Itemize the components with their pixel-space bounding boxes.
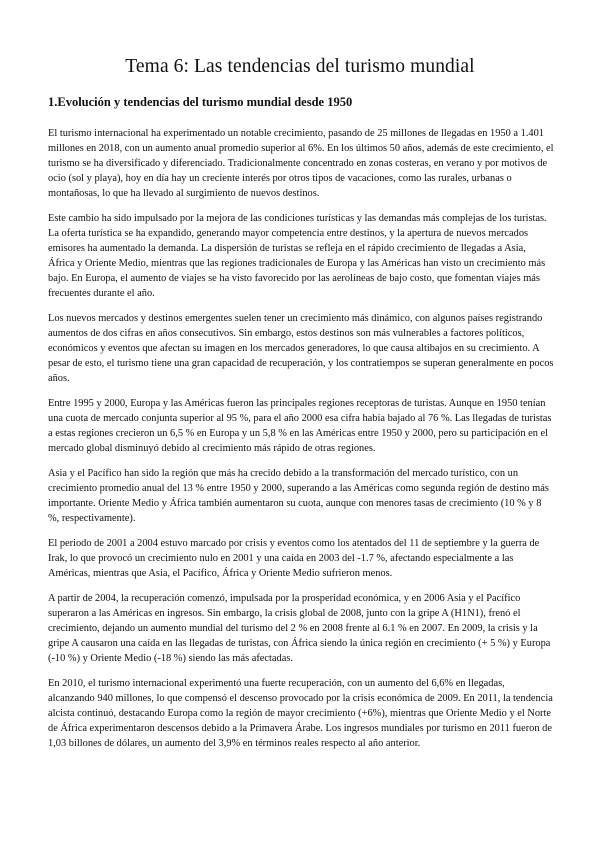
paragraph: A partir de 2004, la recuperación comenzó, impulsada por la prosperidad económica, y en 2006 Asia y el Pacífico superaron a las Américas en ingresos. Sin embargo, la crisis global de 2008, junto con la gripe A (H1N1), frenó el crecimiento, dejando un aumento mundial del turismo del 2 % en 2008 frente al 6.1 % en 2007. En 2009, la crisis y la gripe A causaron una caída en las llegadas de turistas, con África siendo la única región en crecimiento (+ 5 %) y Europa (-10 %) y Oriente Medio (-18 %) siendo las más afectadas. <box>48 593 551 664</box>
paragraph: Los nuevos mercados y destinos emergentes suelen tener un crecimiento más dinámico, con algunos países registrando aumentos de dos cifras en años consecutivos. Sin embargo, estos destinos son más vulnerables a factores políticos, económicos y eventos que afectan su imagen en los mercados generadores, lo que causa altibajos en su crecimiento. A pesar de esto, el turismo tiene una gran capacidad de recuperación, y los contratiempos se superan generalmente en pocos años. <box>48 313 554 384</box>
document-body <box>48 126 554 761</box>
paragraph: En 2010, el turismo internacional experimentó una fuerte recuperación, con un aumento del 6,6% en llegadas, alcanzando 940 millones, lo que compensó el descenso provocado por la crisis económica de 2009. En 2011, la tendencia alcista continuó, destacando Europa como la región de mayor crecimiento (+6%), mientras que Oriente Medio y el Norte de África experimentaron descensos debido a la Primavera Árabe. Los ingresos mundiales por turismo en 2011 fueron de 1,03 billones de dólares, un aumento del 3,9% en términos reales respecto al año anterior. <box>48 678 553 749</box>
section-heading: 1.Evolución y tendencias del turismo mundial desde 1950 <box>48 95 353 109</box>
paragraph: Este cambio ha sido impulsado por la mejora de las condiciones turísticas y las demandas más complejas de los turistas. La oferta turística se ha expandido, generando mayor competencia entre destinos, y la apertura de nuevos mercados emisores ha aumentado la demanda. La dispersión de turistas se refleja en el rápido crecimiento de llegadas a Asia, África y Oriente Medio, mientras que las regiones tradicionales de Europa y las Américas han visto un crecimiento más bajo. En Europa, el aumento de viajes se ha visto favorecido por las aerolíneas de bajo costo, que fomentan viajes más frecuentes durante el año. <box>48 213 547 299</box>
paragraph: El turismo internacional ha experimentado un notable crecimiento, pasando de 25 millones de llegadas en 1950 a 1.401 millones en 2018, con un aumento anual promedio superior al 6%. En los últimos 50 años, además de este crecimiento, el turismo se ha diversificado y diferenciado. Tradicionalmente concentrado en zonas costeras, en verano y por motivos de ocio (sol y playa), hoy en día hay un creciente interés por otros tipos de vacaciones, como las rurales, urbanas o montañosas, lo que ha llevado al surgimiento de nuevos destinos. <box>48 128 554 199</box>
paragraph: El periodo de 2001 a 2004 estuvo marcado por crisis y eventos como los atentados del 11 de septiembre y la guerra de Irak, lo que provocó un crecimiento nulo en 2001 y una caída en 2003 del -1.7 %, afectando especialmente a las Américas, mientras que Asia, el Pacífico, África y Oriente Medio sufrieron menos. <box>48 538 540 579</box>
paragraph: Asia y el Pacífico han sido la región que más ha crecido debido a la transformación del mercado turístico, con un crecimiento promedio anual del 13 % entre 1950 y 2000, superando a las Américas como segunda región de destino más importante. Oriente Medio y África también aumentaron su cuota, aunque con menores tasas de crecimiento (10 % y 8 %, respectivamente). <box>48 468 549 524</box>
page-title: Tema 6: Las tendencias del turismo mundial <box>125 56 475 77</box>
paragraph: Entre 1995 y 2000, Europa y las Américas fueron las principales regiones receptoras de turistas. Aunque en 1950 tenían una cuota de mercado conjunta superior al 95 %, para el año 2000 esa cifra había bajado al 76 %. Las llegadas de turistas a estas regiones crecieron un 6,5 % en Europa y un 5,8 % en las Américas entre 1950 y 2000, pero su participación en el mercado global disminuyó debido al crecimiento más rápido de otras regiones. <box>48 398 552 454</box>
